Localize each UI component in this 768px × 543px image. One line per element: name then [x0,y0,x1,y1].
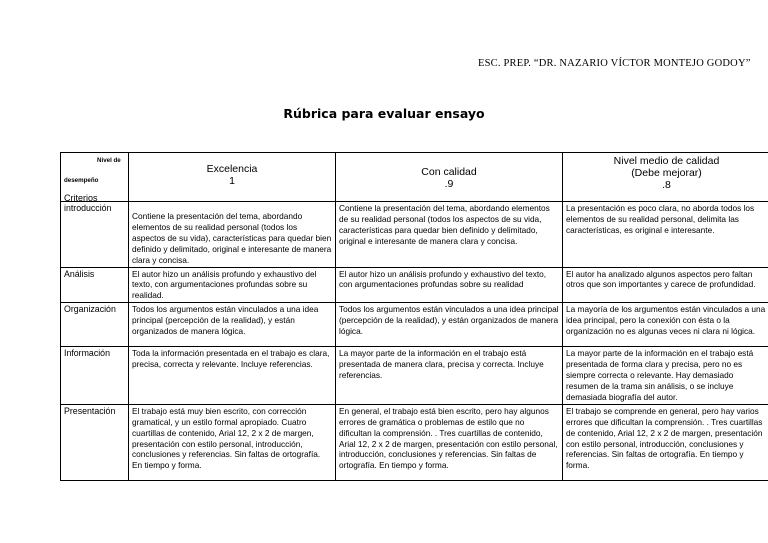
level-score: .8 [662,179,671,191]
level-excelencia [129,153,336,202]
level-name: Nivel medio de calidad [613,155,720,167]
cell-nivel-medio: El autor ha analizado algunos aspectos pero faltan otros que son importantes y carece de profundidad. [563,267,768,303]
cell-nivel-medio: El trabajo se comprende en general, pero hay varios errores que dificultan la comprensión. . Tres cuartillas de contenido, Arial 12, 2 x 2 de margen, presentación con estilo personal, introducción, conclusiones y referencias. Sin faltas de ortografía. En tiempo y forma. [563,404,768,480]
level-score: 1 [229,175,235,187]
cell-nivel-medio: La mayor parte de la información en el trabajo está presentada de forma clara y precisa, pero no es siempre correcta o relevante. Hay demasiado resumen de la trama sin análisis, o se incluye demasiada biografía del autor. [563,347,768,405]
level-con-calidad [336,153,563,202]
cell-excelencia: Contiene la presentación del tema, abordando elementos de su realidad personal (todos los aspectos de su vida), características para quedar bien definido y delimitado, original e interesante de manera clara y concisa. [129,202,336,268]
cell-excelencia: Toda la información presentada en el trabajo es clara, precisa, correcta y relevante. Incluye referencias. [129,347,336,405]
level-name: Excelencia [206,163,258,175]
cell-nivel-medio: La mayoría de los argumentos están vinculados a una idea principal, pero la conexión con ésta o la organización no es algunas veces ni clara ni lógica. [563,303,768,347]
criterion-presentacion: Presentación [61,404,129,480]
cell-excelencia: El autor hizo un análisis profundo y exhaustivo del texto, con argumentaciones profundas sobre su realidad. [129,267,336,303]
criterion-analisis: Análisis [61,267,129,303]
table-row [61,267,768,303]
table-row [61,202,768,268]
cell-excelencia: Todos los argumentos están vinculados a una idea principal (percepción de la realidad), y están organizados de manera lógica. [129,303,336,347]
header-row [61,153,768,202]
criterion-informacion: Información [61,347,129,405]
cell-con-calidad: En general, el trabajo está bien escrito, pero hay algunos errores de gramática o problemas de estilo que no dificultan la comprensión. . Tres cuartillas de contenido, Arial 12, 2 x 2 de margen, presentación con estilo personal, introducción, conclusiones y referencias. Sin faltas de ortografía. En tiempo y forma. [336,404,563,480]
criterion-organizacion: Organización [61,303,129,347]
cell-con-calidad: La mayor parte de la información en el trabajo está presentada de manera clara, precisa y correcta. Incluye referencias. [336,347,563,405]
level-score: .9 [444,178,454,190]
table-row [61,303,768,347]
table-row [61,347,768,405]
cell-nivel-medio: La presentación es poco clara, no aborda todos los elementos de su realidad personal, delimita las características, es original e interesante. [563,202,768,268]
school-name: ESC. PREP. “DR. NAZARIO VÍCTOR MONTEJO GODOY” [478,58,751,69]
criterios-label: Criterios [64,193,98,202]
rubric-table [60,152,768,481]
level-nivel-medio [563,153,768,202]
table-row [61,404,768,480]
level-name: Con calidad [421,166,477,178]
desempeno-label: desempeño [64,177,99,184]
criterion-introduccion: introducción [61,202,129,268]
document-title: Rúbrica para evaluar ensayo [283,106,485,121]
level-sub: (Debe mejorar) [631,167,702,179]
corner-cell [61,153,129,202]
cell-excelencia: El trabajo está muy bien escrito, con corrección gramatical, y un estilo formal apropiado. Cuatro cuartillas de contenido, Arial 12, 2 x 2 de margen, presentación con estilo personal, introducción, conclusiones y referencias. Sin faltas de ortografía. En tiempo y forma. [129,404,336,480]
cell-con-calidad: Todos los argumentos están vinculados a una idea principal (percepción de la realidad), y están organizados de manera lógica. [336,303,563,347]
cell-con-calidad: Contiene la presentación del tema, abordando elementos de su realidad personal (todos los aspectos de su vida, características para quedar bien definido y delimitado, original e interesante de manera clara y concisa. [336,202,563,268]
nivel-label: Nivel de [97,157,121,164]
cell-con-calidad: El autor hizo un análisis profundo y exhaustivo del texto, con argumentaciones profundas sobre su realidad [336,267,563,303]
